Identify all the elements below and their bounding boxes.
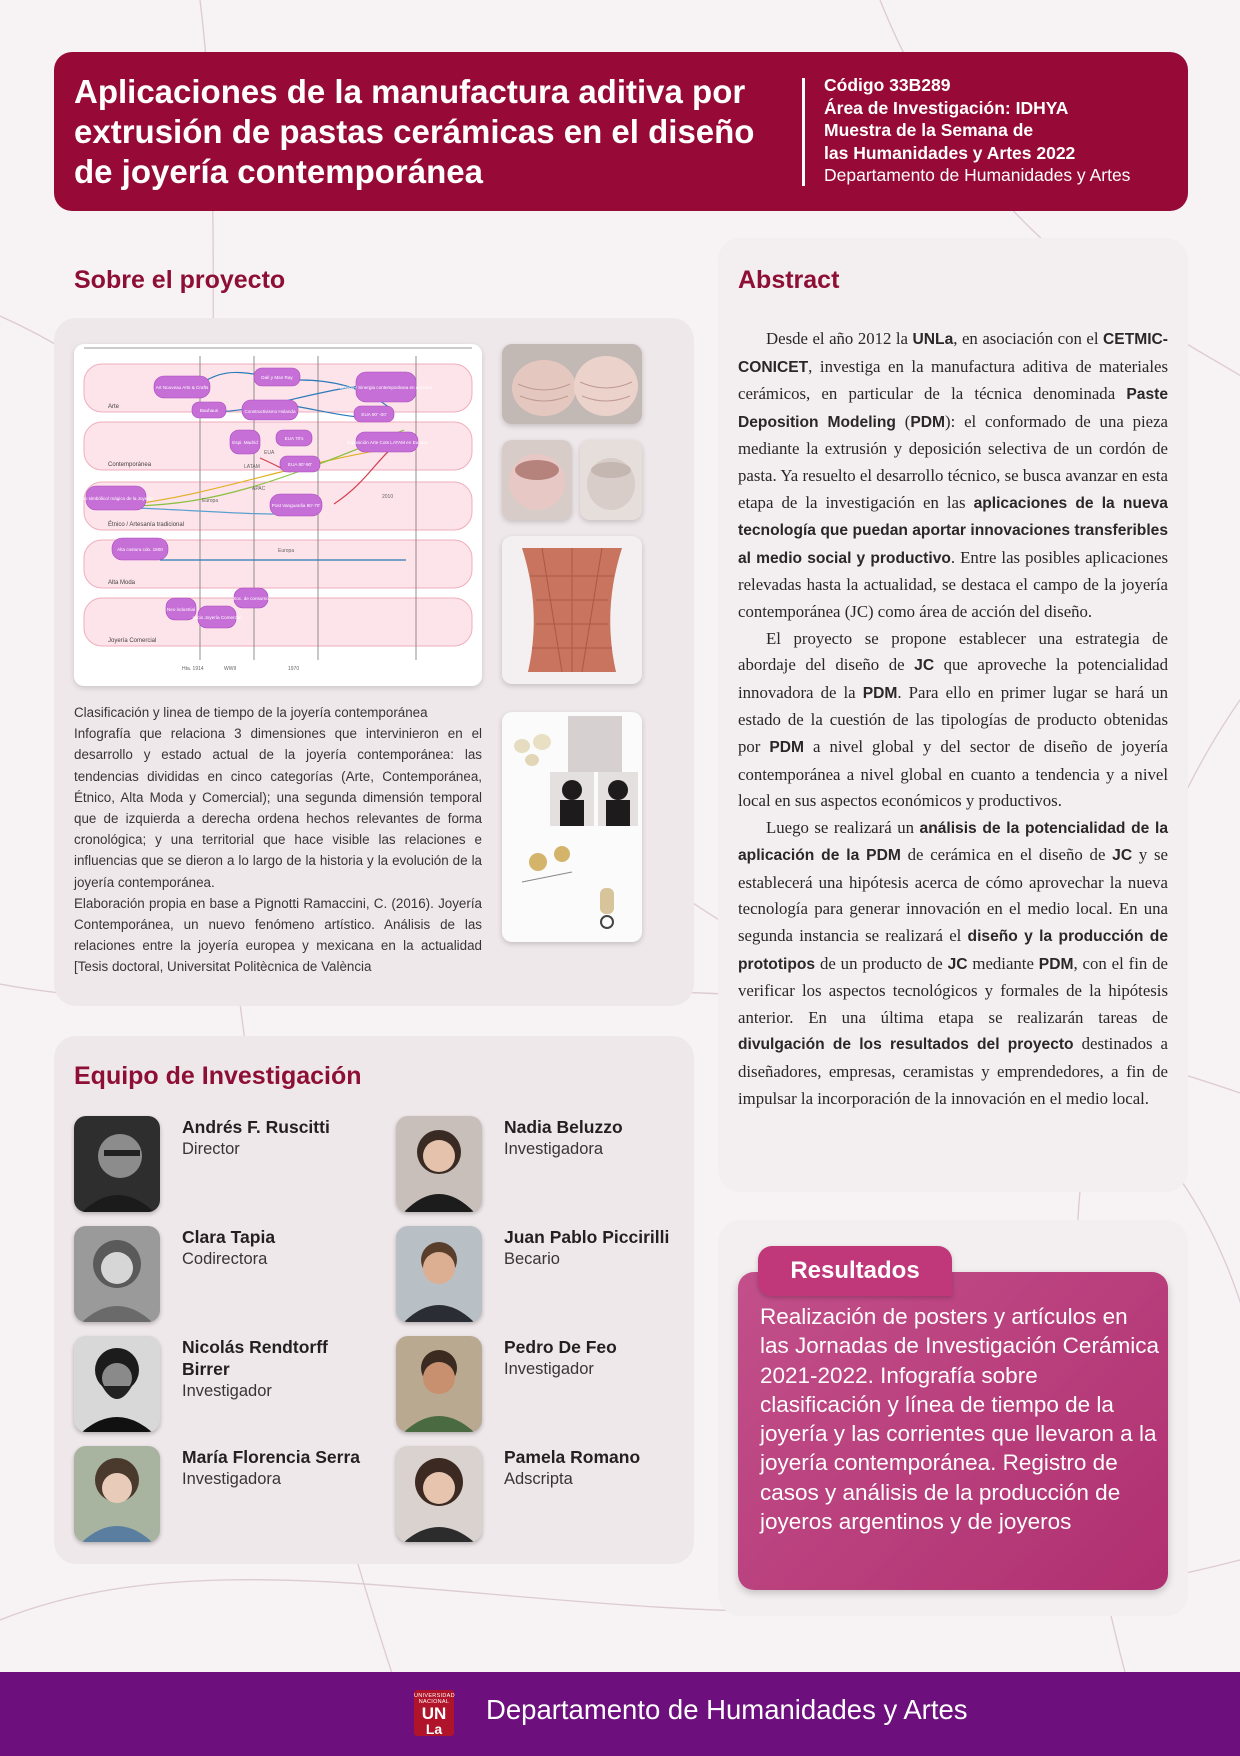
timeline-node: Espi. Madrid <box>232 440 258 445</box>
poster-title: Aplicaciones de la manufactura aditiva por extrusión de pastas cerámicas en el diseño de joyería contemporánea <box>74 73 755 190</box>
timeline-node: Alta costura cdo. 1800 <box>117 547 163 552</box>
abstract-title: Abstract <box>738 266 840 294</box>
event-name-line-1: Muestra de la Semana de <box>824 120 1034 140</box>
member-name: Juan Pablo Piccirilli <box>504 1227 670 1247</box>
timeline-row-label: Contemporánea <box>108 462 152 468</box>
timeline-node: Neo industrial <box>166 607 196 612</box>
member-avatar <box>74 1116 160 1212</box>
timeline-row-label: Arte <box>108 404 120 410</box>
team-member <box>74 1336 354 1432</box>
timeline-infographic <box>74 344 482 686</box>
results-card <box>718 1220 1188 1616</box>
member-role: Investigadora <box>504 1140 604 1158</box>
results-title: Resultados <box>758 1246 952 1296</box>
member-avatar <box>396 1116 482 1212</box>
ceramic-vase-photo <box>502 536 642 684</box>
member-name: María Florencia Serra <box>182 1447 360 1467</box>
team-member <box>396 1116 676 1212</box>
team-member <box>74 1446 360 1542</box>
timeline-node: Dalí y Man Ray <box>261 375 293 380</box>
team-member <box>396 1226 676 1322</box>
member-avatar <box>74 1336 160 1432</box>
team-member <box>396 1336 676 1432</box>
caption-body: Infografía que relaciona 3 dimensiones que intervinieron en el desarrollo y estado actual de la joyería contemporánea: las tendencias divididas en cinco categorías (Arte, Contemporánea, Étnico, Alta Moda y Comercial); una segunda dimensión temporal que de izquierda a derecha ordena hechos relevantes de forma cronológica; y una territorial que hace visible las relaciones e influencias que se dieron a lo largo de la historia y la evolución de la joyería contemporánea. <box>74 726 482 890</box>
project-section-title: Sobre el proyecto <box>74 266 286 294</box>
abstract-paragraph-1: Desde el año 2012 la UNLa, en asociación con el CETMIC-CONICET, investiga en la manufactura aditiva de materiales cerámicos, en particular de la técnica denominada Paste Deposition Modeling (PDM): el conformado de una pieza mediante la extrusión y deposición selectiva de un cordón de pasta. Ya resuelto el desarrollo técnico, se busca avanzar en esta etapa de la investigación en las aplicaciones de la nueva tecnología que puedan aportar innovaciones transferibles al medio social y productivo. Entre las posibles aplicaciones relevadas hasta la actualidad, se destaca el campo de la joyería contemporánea (JC) como área de acción del diseño. <box>738 329 1168 621</box>
header-divider <box>802 78 805 186</box>
project-code: Código 33B289 <box>824 75 951 95</box>
team-member <box>396 1446 676 1542</box>
member-avatar <box>396 1446 482 1542</box>
team-section-title: Equipo de Investigación <box>74 1062 362 1090</box>
timeline-row-label: Alta Moda <box>108 580 136 586</box>
timeline-node: Bauhaus <box>199 408 219 413</box>
timeline-label: LATAM <box>244 464 260 470</box>
member-name: Pedro De Feo <box>504 1337 617 1357</box>
infographic-caption <box>74 702 482 978</box>
member-avatar <box>74 1226 160 1322</box>
member-role: Investigadora <box>182 1470 282 1488</box>
header-meta <box>824 74 1130 187</box>
header-banner <box>54 52 1188 211</box>
member-role: Adscripta <box>504 1470 573 1488</box>
timeline-label: EUA <box>264 450 275 456</box>
ceramic-bowls-photo <box>502 344 642 424</box>
member-role: Investigador <box>182 1382 272 1400</box>
header-department: Departamento de Humanidades y Artes <box>824 165 1131 185</box>
timeline-node: EUA 80'-90' <box>288 462 312 467</box>
ceramic-bowl-photo-2 <box>580 440 642 520</box>
timeline-node: Art Nouveau Arts & Crafts <box>155 385 209 390</box>
team-member <box>74 1226 354 1322</box>
abstract-paragraph-2: El proyecto se propone establecer una estrategia de abordaje del diseño de JC que aproveche la potencialidad innovadora de la PDM. Para ello en primer lugar se hará un estado de la cuestión de las tipologías de producto obtenidas por PDM a nivel global y del sector de diseño de joyería contemporánea a nivel global en cuanto a tendencia y a nivel local en sus aspectos económicos y productivos. <box>738 628 1169 811</box>
results-text: Realización de posters y artículos en las Jornadas de Investigación Cerámica 2021-2022. Infografía sobre clasificación y línea de tiempo de la joyería y las corrientes que llevaron a la joyería contemporánea. Registro de casos y análisis de la producción de joyeros argentinos y de joyeros <box>760 1304 1159 1535</box>
member-avatar <box>396 1226 482 1322</box>
team-member <box>74 1116 354 1212</box>
member-name: Nadia Beluzzo <box>504 1117 623 1137</box>
member-avatar <box>74 1446 160 1542</box>
unla-logo: UNIVERSIDAD NACIONAL UN La <box>414 1690 454 1736</box>
timeline-node: Exposición Arte Cots LATAM en Europa <box>346 440 428 445</box>
member-role: Investigador <box>504 1360 594 1378</box>
timeline-node: Constructivismo Holanda <box>244 409 296 414</box>
timeline-node: Inicio Joyería Comercial <box>192 615 242 620</box>
member-name: Andrés F. Ruscitti <box>182 1117 330 1137</box>
timeline-node: EUA 70's <box>284 436 304 441</box>
timeline-row-label: Joyería Comercial <box>108 638 157 644</box>
member-role: Codirectora <box>182 1250 268 1268</box>
timeline-node: Post Vanguardia 80'-70' <box>271 503 321 508</box>
team-card <box>54 1036 694 1564</box>
abstract-paragraph-3: Luego se realizará un análisis de la potencialidad de la aplicación de la PDM de cerámica en el diseño de JC y se establecerá una hipótesis acerca de cómo aprovechar la nueva tecnología para generar innovación en el medio local. En una segunda instancia se realizará el diseño y la producción de prototipos de un producto de JC mediante PDM, con el fin de verificar los aspectos tecnológicos y formales de la hipótesis anterior. En una última etapa se realizarán tareas de divulgación de los resultados del proyecto destinados a diseñadores, empresas, ceramistas y emprendedores, a fin de impulsar la incorporación de la innovación en el medio local. <box>738 817 1169 1108</box>
abstract-card <box>718 238 1188 1192</box>
timeline-node: Uso simbólico/ mágico de la Joyería <box>79 496 153 501</box>
results-box <box>738 1272 1168 1590</box>
member-role: Director <box>182 1140 240 1158</box>
caption-title: Clasificación y linea de tiempo de la joyería contemporánea <box>74 705 428 720</box>
timeline-row-label: Étnico / Artesanía tradicional <box>108 522 185 528</box>
timeline-label: Europa <box>278 548 295 554</box>
member-name: Clara Tapia <box>182 1227 276 1247</box>
abstract-body <box>738 326 1168 1112</box>
research-area: Área de Investigación: IDHYA <box>824 97 1069 118</box>
timeline-node: EUA 90' -00' <box>361 412 387 417</box>
ceramic-bowl-photo-1 <box>502 440 572 520</box>
member-avatar <box>396 1336 482 1432</box>
caption-reference: Elaboración propia en base a Pignotti Ramaccini, C. (2016). Joyería Contemporánea, un nuevo fenómeno artístico. Análisis de las relaciones entre la joyería europea y mexicana en la actualidad [Tesis doctoral, Universitat Politècnica de València <box>74 895 482 975</box>
timeline-label: Europa <box>202 498 219 504</box>
project-card <box>54 318 694 1006</box>
footer-bar <box>0 1672 1240 1756</box>
event-name-line-2: las Humanidades y Artes 2022 <box>824 142 1076 163</box>
timeline-node: Diseño / Sinergia contemporánea en artística <box>340 385 432 390</box>
timeline-axis-label: 1970 <box>288 666 300 672</box>
timeline-node: Soc. de consumo <box>233 596 269 601</box>
timeline-label: 2010 <box>382 494 394 500</box>
jewelry-collage-photo <box>502 712 642 942</box>
member-name: Pamela Romano <box>504 1447 641 1467</box>
timeline-axis-label: WWII <box>224 666 237 672</box>
timeline-label: APAC <box>252 486 266 492</box>
timeline-axis-label: Hta. 1914 <box>182 666 204 672</box>
footer-department: Departamento de Humanidades y Artes <box>486 1694 968 1725</box>
member-role: Becario <box>504 1250 560 1268</box>
member-name: Nicolás Rendtorff Birrer <box>182 1337 328 1379</box>
